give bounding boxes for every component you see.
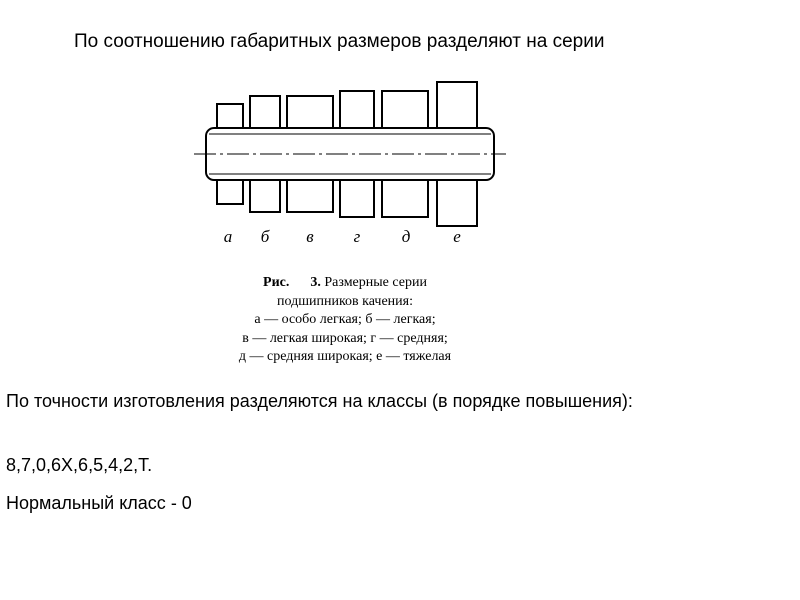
figure-caption bbox=[200, 274, 490, 367]
caption-title-line1: Размерные серии bbox=[324, 275, 427, 290]
normal-class-text: Нормальный класс - 0 bbox=[6, 493, 192, 513]
bearing-a-bottom bbox=[217, 180, 243, 204]
bearing-b-bottom bbox=[250, 180, 280, 212]
bearing-d-bottom bbox=[382, 180, 428, 217]
bearing-b-top bbox=[250, 96, 280, 128]
series-letter-b: б bbox=[260, 227, 270, 246]
bearing-g-bottom bbox=[340, 180, 374, 217]
series-letter-d: д bbox=[401, 227, 411, 246]
slide-title: По соотношению габаритных размеров разделяют на серии bbox=[74, 31, 605, 52]
bearing-d-top bbox=[382, 91, 428, 128]
caption-title-line2: подшипников качения: bbox=[277, 293, 413, 309]
bearing-v-top bbox=[287, 96, 333, 128]
bearing-e-top bbox=[437, 82, 477, 128]
bearing-v-bottom bbox=[287, 180, 333, 212]
bearing-e-bottom bbox=[437, 180, 477, 226]
caption-number: 3. bbox=[310, 275, 321, 290]
accuracy-classes-text: По точности изготовления разделяются на классы (в порядке повышения): bbox=[6, 391, 633, 411]
bearing-g-top bbox=[340, 91, 374, 128]
classes-list: 8,7,0,6Х,6,5,4,2,Т. bbox=[6, 455, 153, 475]
caption-legend-line3: д — средняя широкая; е — тяжелая bbox=[238, 349, 452, 364]
shaft bbox=[206, 128, 494, 180]
bearing-a-top bbox=[217, 104, 243, 128]
caption-legend-line2: в — легкая широкая; г — средняя; bbox=[242, 330, 448, 346]
series-letter-v: в bbox=[306, 227, 314, 246]
caption-label: Рис. bbox=[263, 275, 290, 290]
series-letter-a: а bbox=[223, 227, 233, 246]
series-letter-g: г bbox=[353, 227, 361, 246]
caption-legend-line1: а — особо легкая; б — легкая; bbox=[254, 312, 436, 327]
series-letter-e: е bbox=[453, 227, 461, 246]
